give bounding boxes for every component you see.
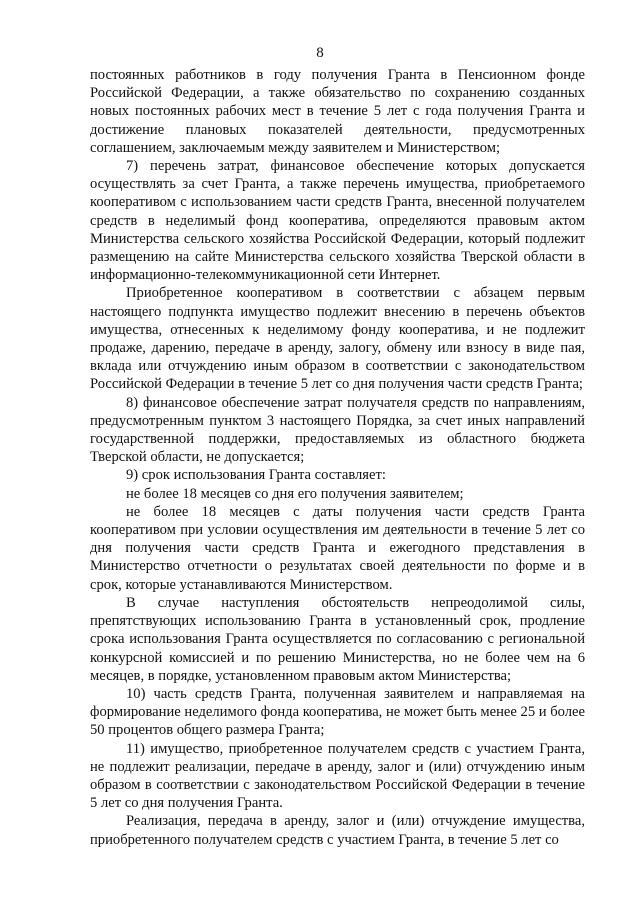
document-body bbox=[90, 66, 585, 849]
paragraph: В случае наступления обстоятельств непреодолимой силы, препятствующих использованию Гранта в установленный срок, продление срока использования Гранта осуществляется по согласованию с региональной конкурсной комиссией и по решению Министерства, но не более чем на 6 месяцев, в порядке, установленном правовым актом Министерства; bbox=[90, 594, 585, 684]
paragraph: Приобретенное кооперативом в соответствии с абзацем первым настоящего подпункта имущество подлежит внесению в перечень объектов имущества, отнесенных к неделимому фонду кооператива, и не подлежит продаже, дарению, передаче в аренду, залогу, обмену или взносу в виде пая, вклада или отчуждению иным образом в соответствии с законодательством Российской Федерации в течение 5 лет со дня получения части средств Гранта; bbox=[90, 285, 585, 393]
paragraph: 10) часть средств Гранта, полученная заявителем и направляемая на формирование неделимого фонда кооператива, не может быть менее 25 и более 50 процентов общего размера Гранта; bbox=[90, 685, 585, 739]
paragraph: 7) перечень затрат, финансовое обеспечение которых допускается осуществлять за счет Гранта, а также перечень имущества, приобретаемого кооперативом с использованием части средств Гранта, внесенной получателем средств в неделимый фонд кооператива, определяются правовым актом Министерства сельского хозяйства Российской Федерации, который подлежит размещению на сайте Министерства сельского хозяйства Тверской области в информационно-телекоммуникационной сети Интернет. bbox=[90, 158, 585, 284]
paragraph: постоянных работников в году получения Гранта в Пенсионном фонде Российской Федерации, а также обязательство по сохранению созданных новых постоянных рабочих мест в течение 5 лет с года получения Гранта и достижение плановых показателей деятельности, предусмотренных соглашением, заключаемым между заявителем и Министерством; bbox=[90, 67, 585, 156]
page-number: 8 bbox=[316, 45, 324, 61]
paragraph: 9) срок использования Гранта составляет: bbox=[126, 467, 386, 484]
paragraph: 8) финансовое обеспечение затрат получателя средств по направлениям, предусмотренным пунктом 3 настоящего Порядка, за счет иных направлений государственной поддержки, предоставляемых из областного бюджета Тверской области, не допускается; bbox=[90, 394, 585, 466]
paragraph: Реализация, передача в аренду, залог и (или) отчуждение имущества, приобретенного получателем средств с участием Гранта, в течение 5 лет со bbox=[90, 813, 585, 848]
paragraph: не более 18 месяцев с даты получения части средств Гранта кооперативом при условии осуществления им деятельности в течение 5 лет со дня получения части средств Гранта и ежегодного представления в Министерство отчетности о результатах своей деятельности по форме и в срок, которые устанавливаются Министерством. bbox=[90, 503, 585, 593]
paragraph: не более 18 месяцев со дня его получения заявителем; bbox=[126, 485, 464, 502]
paragraph: 11) имущество, приобретенное получателем средств с участием Гранта, не подлежит реализации, передаче в аренду, залог и (или) отчуждению иным образом в соответствии с законодательством Российской Федерации в течение 5 лет со дня получения Гранта. bbox=[90, 740, 585, 812]
